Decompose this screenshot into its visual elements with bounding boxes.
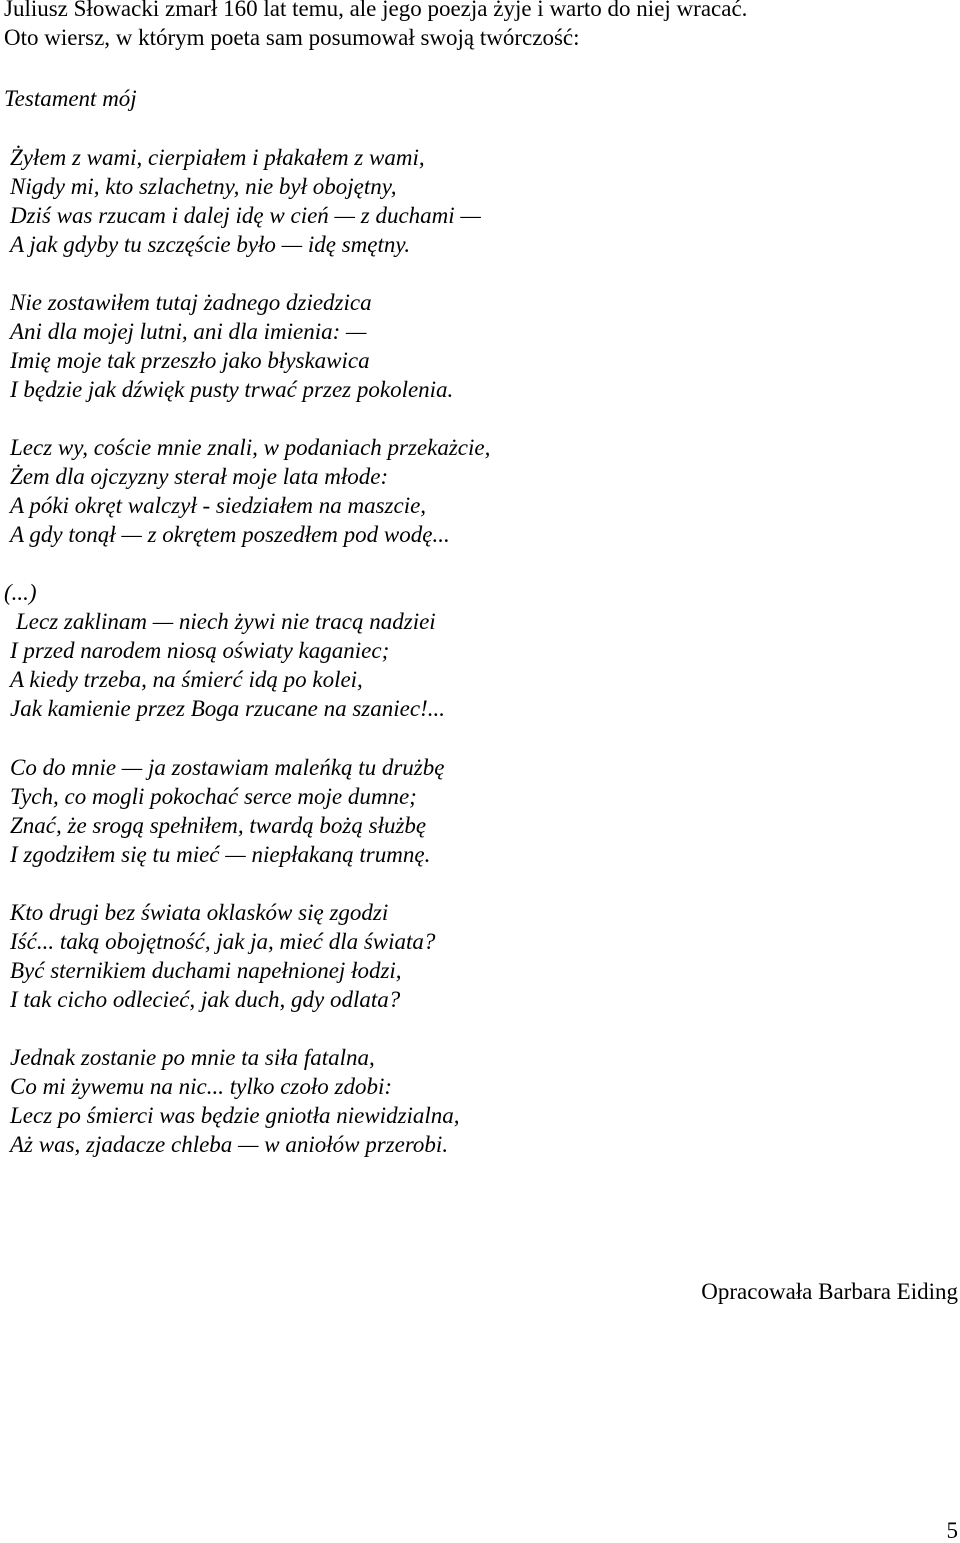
poem-line: A gdy tonął — z okrętem poszedłem pod wodę... <box>10 522 450 547</box>
intro-line-1: Juliusz Słowacki zmarł 160 lat temu, ale jego poezja żyje i warto do niej wracać. <box>4 0 748 21</box>
poem-line: I będzie jak dźwięk pusty trwać przez pokolenia. <box>10 377 454 402</box>
poem-line: Tych, co mogli pokochać serce moje dumne; <box>10 784 417 809</box>
poem-line: Co do mnie — ja zostawiam maleńką tu drużbę <box>10 755 445 780</box>
poem-line: Znać, że srogą spełniłem, twardą bożą służbę <box>10 813 427 838</box>
poem-line: Jak kamienie przez Boga rzucane na szaniec!... <box>10 696 445 721</box>
poem-line: Nie zostawiłem tutaj żadnego dziedzica <box>10 290 372 315</box>
intro-line-2: Oto wiersz, w którym poeta sam posumował swoją twórczość: <box>4 25 580 50</box>
poem-line: Kto drugi bez świata oklasków się zgodzi <box>10 900 389 925</box>
poem-line: Jednak zostanie po mnie ta siła fatalna, <box>10 1045 375 1070</box>
poem-line: Dziś was rzucam i dalej idę w cień — z duchami — <box>10 203 481 228</box>
poem-line: A jak gdyby tu szczęście było — idę smętny. <box>10 232 411 257</box>
poem-line: Iść... taką obojętność, jak ja, mieć dla świata? <box>10 929 436 954</box>
poem-line: Lecz po śmierci was będzie gniotła niewidzialna, <box>10 1103 460 1128</box>
poem-line: Ani dla mojej lutni, ani dla imienia: — <box>10 319 367 344</box>
poem-line: Nigdy mi, kto szlachetny, nie był obojętny, <box>10 174 397 199</box>
poem-line: Co mi żywemu na nic... tylko czoło zdobi: <box>10 1074 393 1099</box>
poem-line: Być sternikiem duchami napełnionej łodzi, <box>10 958 402 983</box>
poem-line: Aż was, zjadacze chleba — w aniołów przerobi. <box>10 1132 449 1157</box>
poem-line: Żem dla ojczyzny sterał moje lata młode: <box>10 464 389 489</box>
poem-title: Testament mój <box>4 86 137 111</box>
poem-line: A póki okręt walczył - siedziałem na maszcie, <box>10 493 427 518</box>
poem-line: I zgodziłem się tu mieć — niepłakaną trumnę. <box>10 842 431 867</box>
page-number: 5 <box>946 1518 958 1543</box>
poem-line: I tak cicho odlecieć, jak duch, gdy odlata? <box>10 987 401 1012</box>
author-credit: Opracowała Barbara Eiding <box>701 1279 958 1304</box>
poem-line: Lecz wy, coście mnie znali, w podaniach przekażcie, <box>10 435 491 460</box>
poem-line: Lecz zaklinam — niech żywi nie tracą nadziei <box>16 609 436 634</box>
poem-line: Imię moje tak przeszło jako błyskawica <box>10 348 370 373</box>
poem-line: A kiedy trzeba, na śmierć idą po kolei, <box>10 667 363 692</box>
poem-line: I przed narodem niosą oświaty kaganiec; <box>10 638 390 663</box>
poem-line: Żyłem z wami, cierpiałem i płakałem z wami, <box>10 145 425 170</box>
omission-marker: (...) <box>4 580 37 605</box>
